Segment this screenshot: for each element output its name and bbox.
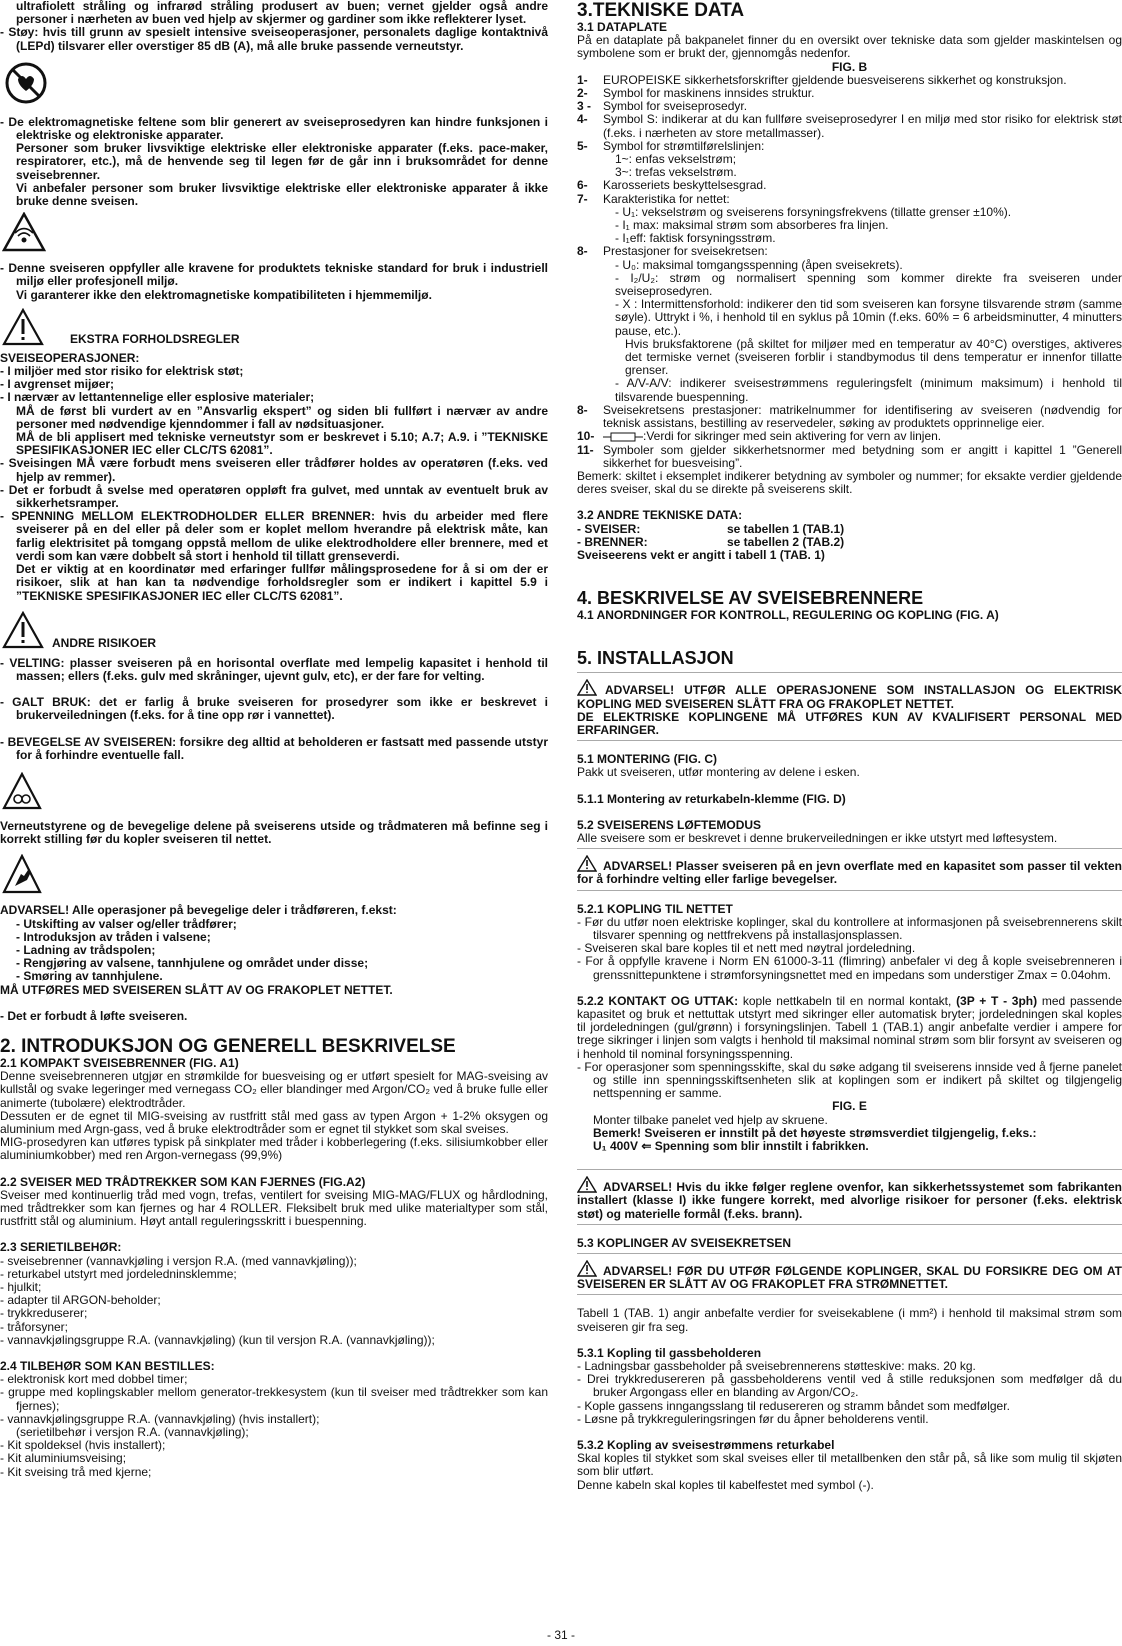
list-item: - BEVEGELSE AV SVEISEREN: forsikre deg alltid at beholderen er fastsatt med passende utstyr for å forhindre eventuelle fall.	[0, 734, 548, 762]
section-5-1-text: Pakk ut sveiseren, utfør montering av delene i esken.	[577, 765, 860, 780]
radiation-text: ultrafiolett stråling og infrarød stråling produsert av buen; vernet gjelder også andre personer i nærheten av buen ved hjelp av skjermer og gardiner som ikke reflekterer lyset.	[16, 0, 548, 27]
caution-icon	[2, 308, 44, 346]
list-item: - Utskifting av valser og/eller trådfører;	[16, 916, 237, 931]
list-item: - Rengjøring av valsene, tannhjulene og området under disse;	[16, 956, 369, 971]
section-5-2-2-text: 5.2.2 KONTAKT OG UTTAK: kople nettkabeln til en normal kontakt, (3P + T - 3ph) med passende kapasitet og bruk et nettuttak utstyrt med sikringer eller automatisk bryter; jordeledningen skal koples til jordeledningen (gul/grønn) i forsyningslinjen. Tabell 1 (TAB.1) angir anbefalte verdier i ampere for trege sikringer i linjen som valgts i henhold til maksimal nominal strøm som blir forsynt av sveiseren og i henhold til nominal forsyningsspenning.	[577, 993, 1122, 1061]
optional-accessories-list	[0, 1373, 548, 1479]
list-item: MÅ de bli applisert med tekniske verneutstyr som er beskrevet i 5.10; A.7; A.9. i ”TEKNISKE SPESIFIKASJONER IEC eller CLC/TS 62081”.	[16, 430, 548, 458]
section-5-3-2-text: Skal koples til stykket som skal sveises eller til metallbenken den står på, så like som mulig til skjøten som blir utført.	[577, 1451, 1122, 1479]
section-2-2-text: Sveiser med kontinuerlig tråd med vogn, trefas, ventilert for sveising MIG-MAG/FLUX og hårdlodning, med trådtrekker som kan fjernes og har 4 ROLLER. Fleksibelt bruk med ulike materialtyper som stål, rustfritt stål og aluminium. Høyt antall reguleringsskritt i buespenning.	[0, 1187, 548, 1229]
list-item: 4- Symbol S: indikerar at du kan fullføre sveiseprosedyrer I en miljø med stor risiko for elektrisk støt (f.eks. i nærheten av store metallmasser).	[577, 112, 1122, 140]
warning-1: ADVARSEL! UTFØR ALLE OPERASJONENE SOM INSTALLASJON OG ELEKTRISK KOPLING MED SVEISEREN SLÅTT FRA OG FRAKOPLET NETTET.	[577, 679, 1122, 710]
hand-crush-warning-icon	[2, 854, 42, 896]
list-item: - U₀: maksimal tomgangsspenning (åpen sveisekrets).	[615, 257, 903, 272]
list-item: - I₁ max: maksimal strøm som absorberes fra linjen.	[615, 218, 889, 233]
list-item: - Sveiseren skal bare koples til et nett med nøytral jordeledning.	[577, 941, 916, 956]
welding-ops-title: SVEISEOPERASJONER:	[0, 350, 140, 365]
list-item: - Kit spoldeksel (hvis installert);	[0, 1438, 166, 1453]
list-item: - A/V-A/V: indikerer sveisestrømmens reguleringsfelt (minimum maksimum) i henhold til tilsvarende buespenning.	[615, 376, 1122, 404]
section-2-4-title: 2.4 TILBEHØR SOM KAN BESTILLES:	[0, 1359, 215, 1374]
section-5-3-title: 5.3 KOPLINGER AV SVEISEKRETSEN	[577, 1235, 792, 1250]
section-5-3-2-title: 5.3.2 Kopling av sveisestrømmens returkabel	[577, 1438, 835, 1453]
warning-1b: DE ELEKTRISKE KOPLINGENE MÅ UTFØRES KUN AV KVALIFISERT PERSONAL MED ERFARINGER.	[577, 709, 1122, 737]
section-5-2-title: 5.2 SVEISERENS LØFTEMODUS	[577, 817, 762, 832]
list-item: - SPENNING MELLOM ELEKTRODHOLDER ELLER BRENNER: hvis du arbeider med flere sveiserer på en del eller på deler som er koplet mellom hverandre på elektrisk måte, kan farlig elektrisitet på tomgang oppstå mellom de ulike elektrodholdere eller brennere, med et verdi som kan være dobbelt så stort i henhold til tillatt grenseverdi.	[0, 509, 548, 563]
section-5-1-1-title: 5.1.1 Montering av returkabeln-klemme (FIG. D)	[577, 791, 846, 806]
list-item: - For å oppfylle kravene i Norm EN 61000-3-11 (flimring) anbefaler vi deg å kople sveisebrenneren i grenssnittepunktene i strømforsyningsnettet med en impedans som understiger Zmax = 0.04ohm.	[577, 954, 1122, 982]
list-item: - I avgrenset mijøer;	[0, 377, 115, 392]
weight-text: Sveiseerens vekt er angitt i tabell 1 (TAB. 1)	[577, 547, 825, 562]
section-5-1-title: 5.1 MONTERING (FIG. C)	[577, 752, 718, 767]
divider	[577, 848, 1122, 849]
list-item: - Det er forbudt å svelse med operatøren oppløft fra gulvet, med unntak av eventuelt bruk av sikkerhetsramper.	[0, 482, 548, 511]
list-item: 3 - Symbol for sveiseprosedyr.	[577, 99, 748, 114]
section-5-2-2-after: Monter tilbake panelet ved hjelp av skruene.	[593, 1112, 828, 1127]
section-2-1-title: 2.1 KOMPAKT SVEISEBRENNER (FIG. A1)	[0, 1055, 239, 1070]
warning-3: ADVARSEL! Hvis du ikke følger reglene ovenfor, kan sikkerhetssystemet som fabrikanten installert (klasse I) ikke fungere korrekt, med alvorlige risikoer for personer (f.eks. elektrisk støt) og materielle formål (f.eks. brann).	[577, 1176, 1122, 1221]
divider	[577, 1294, 1122, 1295]
list-item: - vannavkjølingsgruppe R.A. (vannavkjøling) (hvis installert);	[0, 1411, 320, 1426]
emf-text: - De elektromagnetiske feltene som blir generert av sveiseprosedyren kan hindre funksjonen i elektriske og elektroniske apparater.	[0, 114, 548, 143]
page-number: - 31 -	[546, 1628, 575, 1642]
table-1-text: Tabell 1 (TAB. 1) angir anbefalte verdier for sveisekablene (i mm²) i henhold til maksimal strøm som sveiseren gir fra seg.	[577, 1306, 1122, 1334]
section-5-3-1-title: 5.3.1 Kopling til gassbeholderen	[577, 1345, 762, 1360]
list-item: 11- Symboler som gjelder sikkerhetsnormer med betydning som er angitt i kapittel 1 ”Generell sikkerhet for buesveising”.	[577, 442, 1122, 470]
caution-icon	[577, 679, 597, 696]
other-risks-heading	[0, 611, 548, 651]
list-item: - adapter til ARGON-beholder;	[0, 1293, 161, 1308]
list-item: Hvis bruksfaktorene (på skiltet for miljøer med en temperatur av 40°C) overstiges, aktiveres det termiske vernet (sveiseren forblir i standbymodus til dens temperatur er innenfor tillatte grenser.	[625, 336, 1122, 378]
section-2-3-title: 2.3 SERIETILBEHØR:	[0, 1240, 122, 1255]
list-item: - Kit sveising trå med kjerne;	[0, 1464, 152, 1479]
right-column	[577, 0, 1122, 1492]
emf-text-3: Vi anbefaler personer som bruker livsviktige elektriske eller elektroniske apparater å ikke bruke denne sveisen.	[16, 180, 548, 209]
section-2-1-text: MIG-prosedyren kan utføres typisk på sinkplater med tråder i kobberlegering (f.eks. silisiumkobber eller aluminiumkobber) med ren Argon-vernegass (99,9%)	[0, 1135, 548, 1163]
list-item: - I miljöer med stor risiko for elektrisk støt;	[0, 364, 244, 379]
tech-row: - BRENNER: se tabellen 2 (TAB.2)	[577, 534, 845, 549]
radiation-warning-icon	[2, 212, 46, 252]
caution-icon	[577, 1260, 597, 1277]
list-item: - Løsne på trykkreguleringsringen før du åpner beholderens ventil.	[577, 1411, 929, 1426]
list-item: - Ladningsbar gassbeholder på sveisebrennerens støtteskive: maks. 20 kg.	[577, 1359, 976, 1374]
list-item: - elektronisk kort med dobbel timer;	[0, 1372, 188, 1387]
list-item: - vannavkjølingsgruppe R.A. (vannavkjøling) (kun til versjon R.A. (vannavkjøling));	[0, 1332, 435, 1347]
lift-text: - Det er forbudt å løfte sveiseren.	[0, 1008, 188, 1023]
list-item: MÅ de først bli vurdert av en ”Ansvarlig ekspert” og siden bli fullført i nærvær av andre personer med nødvendige kjenndommer i fall av nødsituasjoner.	[16, 403, 548, 431]
list-item: 10- :Verdi for sikringer med sein aktivering for vern av linjen.	[577, 429, 942, 444]
list-item: - gruppe med koplingskabler mellom generator-trekkesystem (kun til sveiser med trådtrekker som kan fjernes);	[0, 1385, 548, 1413]
caution-icon	[2, 611, 44, 649]
no-pacemaker-icon	[4, 61, 48, 105]
extra-precautions-title: EKSTRA FORHOLDSREGLER	[70, 331, 240, 346]
list-item: 8- Sveisekretsens prestasjoner: matrikelnummer for identifisering av sveiseren (nødvendig for teknisk assistans, bestilling av reservedeler, søking av produktets opprinnelige eier.	[577, 402, 1122, 431]
list-item: - I₂/U₂: strøm og normalisert spenning som kommer direkte fra sveiseren under sveiseprosedyren.	[615, 270, 1122, 299]
emf-text-2: Personer som bruker livsviktige elektriske eller elektroniske apparater (f.eks. pace-maker, respiratorer, etc.), må de henvende seg til legen før de går inn i bruksområdet for denne sveisebrenner.	[16, 141, 548, 182]
divider	[577, 1253, 1122, 1254]
section-3-1-title: 3.1 DATAPLATE	[577, 20, 668, 34]
section-4-1-title: 4.1 ANORDNINGER FOR KONTROLL, REGULERING OG KOPLING (FIG. A)	[577, 608, 999, 623]
section-5-title: 5. INSTALLASJON	[577, 648, 734, 669]
list-item: - For operasjoner som spenningsskifte, skal du søke adgang til sveiserens innside ved å fjerne panelet og stille inn spenningsskiftsenheten slik at koplingen som er indikert på skiltet og tilgjengelig nettspenning er samme.	[577, 1059, 1122, 1101]
guards-text: Verneutstyrene og de bevegelige delene på sveiserens utside og trådmateren må befinne seg i korrekt stilling før du kopler sveiseren til nettet.	[0, 818, 548, 847]
note-text: Bemerk: skiltet i eksemplet indikerer betydning av symboler og nummer; for eksakte verdier gjeldende deres sveiser, skal du se direkte på sveiserens skilt.	[577, 468, 1122, 497]
standard-text: - Denne sveiseren oppfyller alle kravene for produktets tekniske standard for bruk i industriell miljø eller profesjonell miljø.	[0, 261, 548, 289]
warning-4: ADVARSEL! FØR DU UTFØR FØLGENDE KOPLINGER, SKAL DU FORSIKRE DEG OM AT SVEISEREN ER SLÅTT AV OG FRAKOPLET FRA STRØMNETTET.	[577, 1260, 1122, 1291]
section-2-title: 2. INTRODUKSJON OG GENERELL BESKRIVELSE	[0, 1035, 456, 1057]
list-item: - Smøring av tannhjulene.	[16, 969, 163, 984]
list-item: 2- Symbol for maskinens innsides struktur.	[577, 86, 815, 101]
section-3-title: 3.TEKNISKE DATA	[577, 0, 745, 21]
moving-parts-title: ADVARSEL! Alle operasjoner på bevegelige deler i trådføreren, f.ekst:	[0, 903, 397, 918]
section-5-3-2-text-2: Denne kabeln skal koples til kabelfestet med symbol (-).	[577, 1477, 874, 1492]
section-5-2-2-note-2: U₁ 400V ⇐ Spenning som blir innstilt i fabrikken.	[593, 1139, 869, 1154]
list-item: - trykkreduserer;	[0, 1306, 88, 1321]
list-item: 1- EUROPEISKE sikkerhetsforskrifter gjeldende buesveiserens sikkerhet og konstruksjon.	[577, 72, 1067, 87]
list-item: - hjulkit;	[0, 1280, 42, 1294]
caution-icon	[577, 1176, 597, 1193]
list-item: 3~: trefas vekselstrøm.	[615, 165, 737, 180]
section-3-1-text: På en dataplate på bakpanelet finner du en oversikt over tekniske data som gjelder maskintelsen og symbolene som er brukt der, gjennomgås nedenfor.	[577, 33, 1122, 61]
tech-row: - SVEISER: se tabellen 1 (TAB.1)	[577, 521, 845, 536]
caution-icon	[577, 855, 597, 872]
section-5-2-2-note: Bemerk! Sveiseren er innstilt på det høyeste strømsverdiet tilgjengelig, f.eks.:	[593, 1125, 1037, 1140]
list-item: - GALT BRUK: det er farlig å bruke sveiseren for prosedyrer som ikke er beskrevet i brukerveiledningen (f.eks. for å tine opp rør i vannettet).	[0, 695, 548, 723]
list-item: - Ladning av trådspolen;	[16, 942, 156, 957]
fuse-icon	[603, 432, 643, 442]
extra-precautions-heading	[0, 308, 548, 348]
list-item: 8- Prestasjoner for sveisekretsen:	[577, 244, 768, 259]
list-item: - Sveisingen MÅ være forbudt mens sveiseren eller trådfører holdes av operatøren (f.eks. ved hjelp av remmer).	[0, 456, 548, 484]
standard-text-2: Vi garanterer ikke den elektromagnetiske kompatibiliteten i hjemmemiljø.	[16, 287, 432, 302]
fig-e-label: FIG. E	[832, 1099, 867, 1114]
section-2-2-title: 2.2 SVEISER MED TRÅDTREKKER SOM KAN FJERNES (FIG.A2)	[0, 1174, 366, 1189]
list-item: - I₁eff: faktisk forsyningsstrøm.	[615, 231, 776, 246]
list-item: - Drei trykkredusereren på gassbeholderens ventil ved å stille reduksjonen som medfølger då du bruker Argongass eller en blanding av Argon/CO₂.	[577, 1372, 1122, 1400]
divider	[577, 672, 1122, 673]
warning-2: ADVARSEL! Plasser sveiseren på en jevn overflate med en kapasitet som passer til vekten for å forhindre velting eller farlige bevegelser.	[577, 855, 1122, 886]
list-item: - X : Intermittensforhold: indikerer den tid som sveiseren kan forsyne tilsvarende strøm (samme søyle). Uttrykt i %, i henhold til en syklus på 10min (f.eks. 60% = 6 arbeidsminutter, 4 minutters pause, etc.).	[615, 297, 1122, 338]
moving-parts-end: MÅ UTFØRES MED SVEISEREN SLÅTT AV OG FRAKOPLET NETTET.	[0, 982, 393, 997]
divider	[577, 1169, 1122, 1170]
left-column	[0, 0, 548, 1479]
list-item: (serietilbehør i versjon R.A. (vannavkjøling);	[16, 1425, 249, 1440]
list-item: - I nærvær av lettantennelige eller esplosive materialer;	[0, 390, 315, 405]
list-item: - VELTING: plasser sveiseren på en horisontal overflate med lempelig kapasitet i henhold til massen; ellers (f.eks. gulv med skråninger, ujevnt gulv, etc), er der fare for velting.	[0, 655, 548, 683]
list-item: 7- Karakteristika for nettet:	[577, 191, 730, 206]
divider	[577, 890, 1122, 891]
list-item: 6- Karosseriets beskyttelsesgrad.	[577, 178, 767, 193]
section-2-1-text: Denne sveisebrenneren utgjør en strømkilde for buesveising og er utført spesielt for MAG-sveising av kullstål og svake legeringer med vernegass CO₂ eller blandinger med Argon/CO₂ ved å bruke fulle eller animerte (tubolære) elektrodtråder.	[0, 1069, 548, 1110]
list-item: - Før du utfør noen elektriske koplinger, skal du kontrollere at informasjonen på sveisebrennerens skilt tilsvarer spenning og nettfrekvens på installasjonsplassen.	[577, 914, 1122, 942]
list-item: - sveisebrenner (vannavkjøling i versjon R.A. (med vannavkjøling));	[0, 1253, 357, 1268]
divider	[577, 1224, 1122, 1225]
section-4-title: 4. BESKRIVELSE AV SVEISEBRENNERE	[577, 588, 924, 609]
list-item: 5- Symbol for strømtilførelslinjen:	[577, 138, 765, 153]
standard-accessories-list	[0, 1255, 548, 1347]
section-5-2-1-title: 5.2.1 KOPLING TIL NETTET	[577, 901, 733, 916]
fig-b-label: FIG. B	[831, 59, 868, 74]
noise-text: - Støy: hvis till grunn av spesielt intensive sveiseoperasjoner, personalets daglige kontaktnivå (LEPd) tilsvarer eller overstiger 85 dB (A), må alle bruke passende verneutstyr.	[0, 25, 548, 53]
list-item: Det er viktig at en koordinatør med erfaringer fullfør målingsprosedene for å si om der er risikoer, slik at han kan ta nødvendige forholdsregler som er indikert i kapittel 5.9 i ”TEKNISKE SPESIFIKASJONER IEC eller CLC/TS 62081”.	[16, 562, 548, 603]
moving-parts-warning-icon	[2, 772, 42, 812]
list-item: - tråforsyner;	[0, 1319, 69, 1334]
section-5-2-text: Alle sveisere som er beskrevet i denne brukerveiledningen er ikke utstyrt med løftesystem.	[577, 830, 1058, 845]
list-item: - Kit aluminiumsveising;	[0, 1451, 127, 1466]
section-2-1-text: Dessuten er de egnet til MIG-sveising av rustfritt stål med gass av typen Argon + 1-2% oksygen og aluminium med Argn-gass, ved å bruke elektrodtråder som er egnet til stykket som skal sveises.	[0, 1108, 548, 1136]
other-risks-title: ANDRE RISIKOER	[52, 635, 157, 650]
list-item: - Kople gassens inngangsslang til redusereren og stramm båndet som medfølger.	[577, 1398, 1010, 1413]
list-item: - Introduksjon av tråden i valsene;	[16, 929, 211, 944]
list-item: - returkabel utstyrt med jordeledninsklemme;	[0, 1266, 237, 1281]
section-3-2-title: 3.2 ANDRE TEKNISKE DATA:	[577, 508, 743, 523]
divider	[577, 740, 1122, 741]
list-item: - U₁: vekselstrøm og sveiserens forsyningsfrekvens (tillatte grenser ±10%).	[615, 204, 1012, 219]
list-item: 1~: enfas vekselstrøm;	[615, 152, 737, 167]
